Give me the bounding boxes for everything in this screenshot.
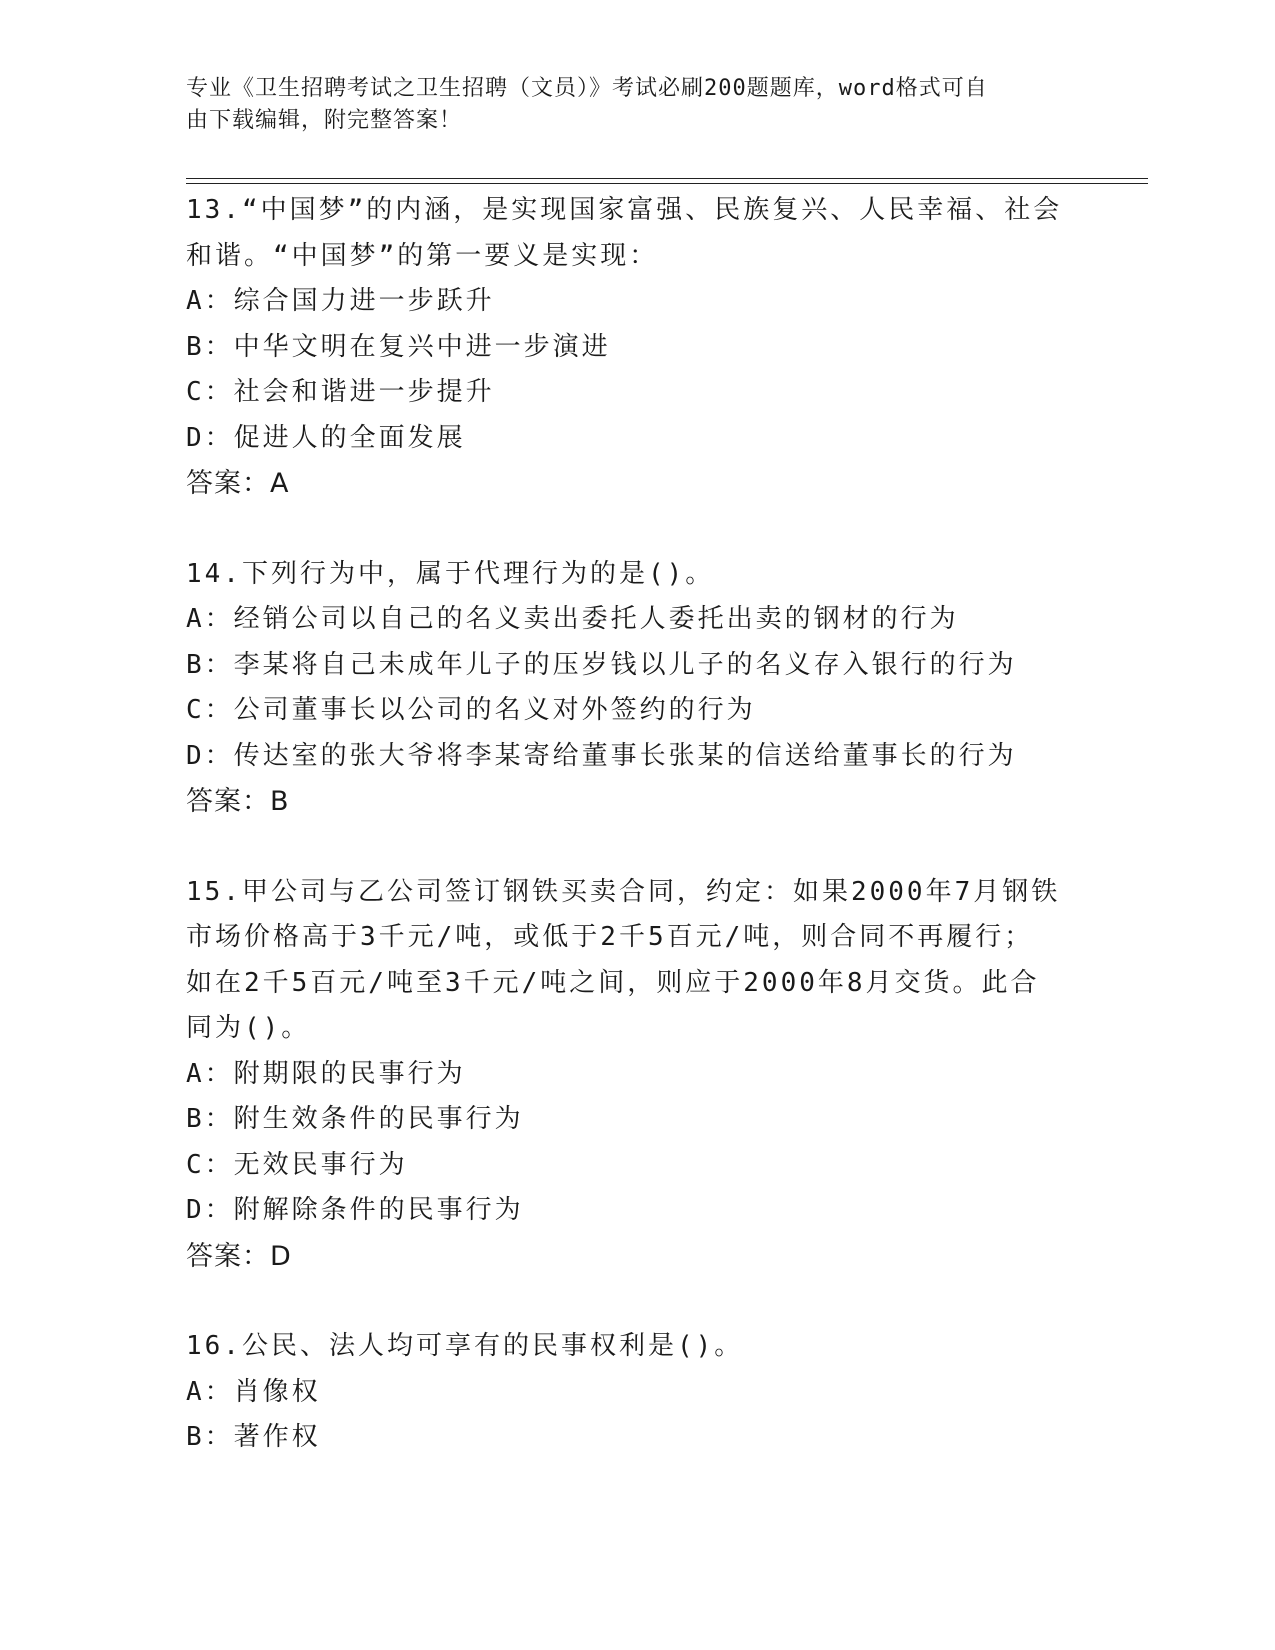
question-15 [186, 870, 1076, 1280]
header-line-1: 专业《卫生招聘考试之卫生招聘（文员）》考试必刷200题题库，word格式可自 [186, 76, 988, 101]
option-a: A：经销公司以自己的名义卖出委托人委托出卖的钢材的行为 [186, 604, 959, 634]
header-divider-bottom [186, 183, 1148, 184]
question-13 [186, 188, 1076, 507]
stem-line: 和谐。“中国梦”的第一要义是实现： [186, 240, 659, 271]
question-stem [186, 552, 1076, 598]
option-c: C：无效民事行为 [186, 1149, 408, 1180]
option-a: A：综合国力进一步跃升 [186, 286, 495, 316]
document-header [186, 73, 1066, 137]
option-b: B：附生效条件的民事行为 [186, 1104, 524, 1134]
option-d: D：传达室的张大爷将李某寄给董事长张某的信送给董事长的行为 [186, 740, 1017, 771]
answer-line: 答案：B [186, 786, 290, 817]
stem-line: 14.下列行为中，属于代理行为的是()。 [186, 558, 715, 589]
option-d: D：附解除条件的民事行为 [186, 1195, 524, 1225]
header-line-2: 由下载编辑，附完整答案！ [186, 108, 463, 133]
option-c: C：社会和谐进一步提升 [186, 377, 495, 407]
question-14 [186, 552, 1076, 825]
option-b: B：中华文明在复兴中进一步演进 [186, 331, 611, 362]
option-b: B：著作权 [186, 1422, 321, 1452]
answer-line: 答案：A [186, 468, 290, 499]
question-stem [186, 870, 1076, 1052]
question-stem [186, 1324, 1076, 1370]
stem-line: 13.“中国梦”的内涵，是实现国家富强、民族复兴、人民幸福、社会 [186, 195, 1063, 225]
header-divider-top [186, 178, 1148, 179]
question-stem [186, 188, 1076, 279]
option-a: A：肖像权 [186, 1376, 321, 1407]
stem-line: 16.公民、法人均可享有的民事权利是()。 [186, 1331, 744, 1361]
question-spacer [186, 1279, 1076, 1324]
stem-line: 市场价格高于3千元/吨，或低于2千5百元/吨，则合同不再履行； [186, 922, 1034, 952]
option-b: B：李某将自己未成年儿子的压岁钱以儿子的名义存入银行的行为 [186, 649, 1017, 680]
stem-line: 如在2千5百元/吨至3千元/吨之间，则应于2000年8月交货。此合 [186, 967, 1040, 998]
option-c: C：公司董事长以公司的名义对外签约的行为 [186, 695, 756, 725]
stem-line: 同为()。 [186, 1013, 311, 1043]
question-16 [186, 1324, 1076, 1461]
stem-line: 15.甲公司与乙公司签订钢铁买卖合同，约定：如果2000年7月钢铁 [186, 876, 1061, 907]
option-d: D：促进人的全面发展 [186, 422, 466, 453]
option-a: A：附期限的民事行为 [186, 1058, 466, 1089]
question-spacer [186, 507, 1076, 552]
question-list [186, 188, 1076, 1461]
question-spacer [186, 825, 1076, 870]
answer-line: 答案：D [186, 1240, 292, 1272]
